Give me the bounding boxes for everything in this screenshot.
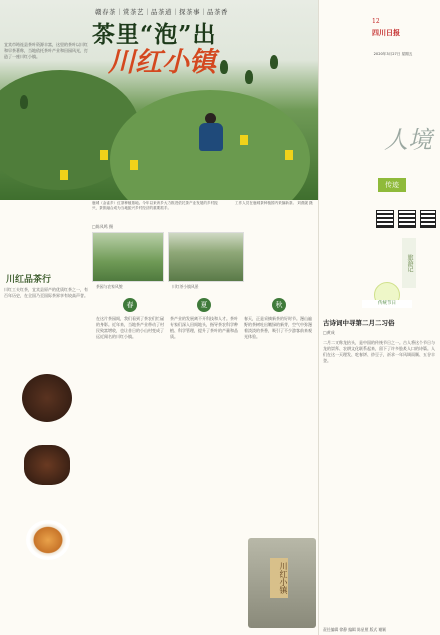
side-caption — [235, 201, 315, 206]
column-text: 春天，正是采摘新茶的好时节。漫山遍野的茶树吐出嫩绿的新芽，空气中弥漫着淡淡的茶香，吸引了不少游客前来观光体验。 — [244, 316, 312, 339]
issue-date: 2020年3月27日 星期五 — [373, 52, 413, 56]
stone-tower-image — [248, 538, 316, 628]
hero-title-line2: 川红小镇 — [108, 47, 216, 78]
section-badge: 秋 — [272, 298, 286, 312]
page-number: 12 — [372, 18, 380, 25]
yellow-marker — [130, 160, 138, 170]
side-caption-text: 工作人员在鹿城茶种植园内采摘新茶。 — [235, 201, 297, 205]
photo1-caption: 茶园与农家风貌 — [96, 284, 123, 289]
tree-icon — [220, 60, 228, 74]
tower-sign: 川红小镇 — [270, 558, 288, 598]
section-calligraphy: 人境 — [384, 126, 432, 154]
story-text: 二月二又称龙抬头，是中国的传统节日之一。古人将这个节日与龙的崇拜、农耕文化联系起来，留下了许多脍炙人口的诗篇。人们在这一天理发、吃春饼、炒豆子，祈求一年风调雨顺、五谷丰登。 — [323, 340, 435, 363]
column-text: 在这片茶园间，我们看到了茶农们忙碌的身影。近年来，当地茶产业带动了村民致富增收，也让昔日的小山村变成了远近闻名的川红小镇。 — [96, 316, 164, 339]
photo-town — [168, 232, 244, 282]
column-divider — [318, 0, 319, 635]
side-title: 川红品茶行 — [6, 275, 52, 285]
text-column-1 — [96, 298, 164, 628]
left-column — [0, 0, 92, 635]
tree-icon — [270, 55, 278, 69]
badge-wrap — [96, 298, 164, 312]
hero-kicker: 赣春茶｜赏茶艺｜品茶道｜探茶事｜品茶香 — [95, 8, 228, 16]
tea-cup-image — [26, 520, 70, 560]
picker-body — [199, 123, 223, 151]
column-text: 茶产业的发展离不开科技和人才。茶叶专家们深入田间地头，指导茶农科学种植、科学管理，提升了茶叶的产量和品质。 — [170, 316, 238, 339]
festival-emblem — [362, 282, 412, 312]
dry-tea-leaves-image — [22, 374, 72, 422]
qr-code-icon — [420, 210, 436, 228]
badge-wrap — [244, 298, 314, 312]
badge-wrap — [170, 298, 238, 312]
tea-leaves-image — [24, 445, 70, 485]
hero-caption: 鹿城（金雀乡）红茶种植基地。今年以来该乡大力推进依托茶产业发展的乡村振兴，茶旅融合成为当地振兴乡村经济的重要抓手。 — [92, 201, 218, 210]
intro-text: 宜宾市筠连县茶叶资源丰富，这里的茶叶以川红和早茶著称，当地依托茶叶产业和田园风光，打造了一座川红小镇。 — [4, 42, 88, 59]
section-badge: 春 — [123, 298, 137, 312]
hero-title-line1: 茶里“泡”出 — [92, 21, 217, 48]
side-text: 川红工夫红茶，宜宾县原产的优质红茶之一，有百年历史，在全国乃至国际茶界享有较高声誉。 — [4, 287, 88, 298]
yellow-marker — [100, 150, 108, 160]
story-byline: □黄成 — [323, 330, 335, 335]
side-caption-credit: 刘燕妮 摄 — [297, 201, 313, 205]
paper-name: 四川日报 — [372, 28, 400, 37]
photo-credit: □陈凤鸣 摄 — [92, 224, 114, 229]
yellow-marker — [240, 135, 248, 145]
story-title: 古诗词中寻第二月二习俗 — [323, 319, 395, 327]
section-seal: 传迹 — [378, 178, 406, 192]
tree-icon — [245, 70, 253, 84]
photo-village — [92, 232, 164, 282]
emblem-tag: 传统节日 — [362, 300, 412, 308]
section-badge: 夏 — [197, 298, 211, 312]
yellow-marker — [285, 150, 293, 160]
text-column-3 — [244, 298, 314, 533]
section-ribbon: 旅游记 — [402, 238, 416, 288]
photo-row — [92, 232, 242, 292]
qr-code-icon — [376, 210, 394, 228]
tea-picker-figure — [195, 113, 229, 161]
qr-code-icon — [398, 210, 416, 228]
photo2-caption: 川红茶小镇风景 — [172, 284, 199, 289]
text-column-2 — [170, 298, 238, 628]
page-footer: 责任编辑 徐静 编辑 陈星照 版式 谢颖 — [323, 627, 386, 632]
